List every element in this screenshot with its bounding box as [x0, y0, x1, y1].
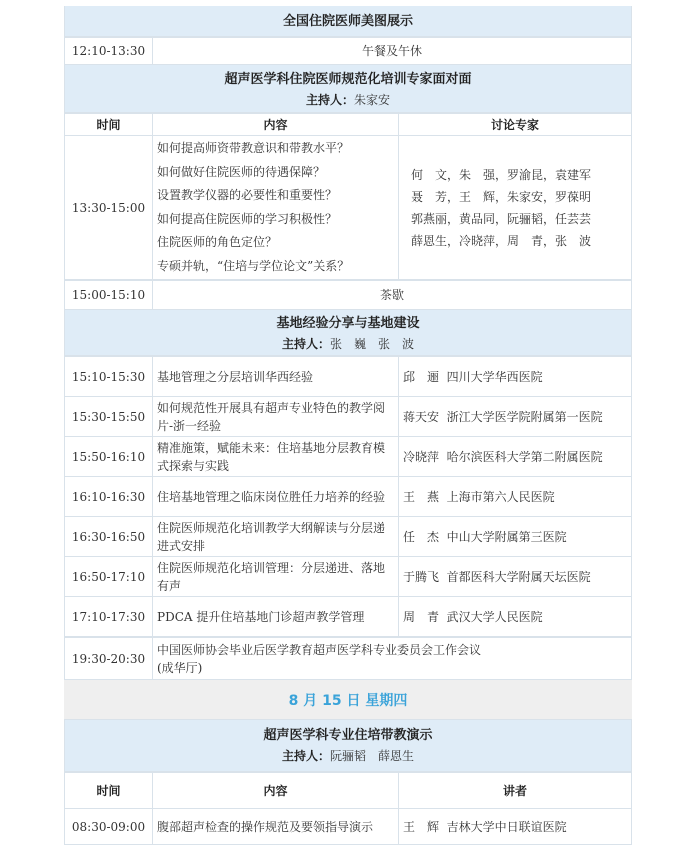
table-row: [65, 397, 632, 437]
expert-line: 郭燕丽，黄品同，阮骊韬，任芸芸: [411, 211, 592, 226]
row-time: 16:50-17:10: [65, 557, 153, 597]
session3-header: [64, 720, 632, 772]
table-row: [65, 477, 632, 517]
column-time: 时间: [65, 114, 153, 136]
top-banner: [64, 6, 632, 37]
topic-item: 设置教学仪器的必要性和重要性？: [157, 188, 338, 202]
speaker-org: 吉林大学中日联谊医院: [446, 819, 567, 834]
column-speaker: 讲者: [399, 773, 632, 809]
speaker-name: 周 青: [403, 609, 440, 624]
row-time: 17:10-17:30: [65, 597, 153, 637]
date-text: 8 月 15 日 星期四: [288, 693, 408, 709]
speaker-org: 武汉大学人民医院: [446, 609, 543, 624]
speaker-name: 蒋天安: [403, 409, 440, 424]
row-time: 15:10-15:30: [65, 357, 153, 397]
expert-line: 何 文，朱 强，罗渝昆，袁建军: [411, 167, 592, 182]
session3-host-names: 阮骊韬 薛恩生: [330, 749, 415, 763]
session1-table: [64, 113, 632, 280]
session1-host: [65, 90, 631, 110]
session2-host: [65, 334, 631, 354]
speaker-org: 四川大学华西医院: [446, 369, 543, 384]
row-topic: 住院医师规范化培训教学大纲解读与分层递进式安排: [153, 517, 399, 557]
row-topic: PDCA 提升住培基地门诊超声教学管理: [153, 597, 399, 637]
schedule: [64, 6, 632, 845]
row-topic: 如何规范性开展具有超声专业特色的教学阅片-浙一经验: [153, 397, 399, 437]
session1-host-label: 主持人：: [305, 93, 354, 107]
row-topic: 基地管理之分层培训华西经验: [153, 357, 399, 397]
row-speaker: [399, 357, 632, 397]
session2-host-names: 张 巍 张 波: [330, 337, 415, 351]
top-banner-text: 全国住院医师美图展示: [282, 14, 413, 29]
speaker-name: 冷晓萍: [403, 449, 440, 464]
column-content: 内容: [153, 773, 399, 809]
row-time: 16:10-16:30: [65, 477, 153, 517]
session2-host-label: 主持人：: [281, 337, 330, 351]
session1-columns: [65, 114, 632, 136]
speaker-org: 中山大学附属第三医院: [446, 529, 567, 544]
meeting-line: 中国医师协会毕业后医学教育超声医学科专业委员会工作会议: [157, 642, 482, 657]
session1-header: [64, 65, 632, 113]
speaker-name: 邱 逦: [403, 369, 440, 384]
tea-time: 15:00-15:10: [65, 281, 153, 310]
row-speaker: [399, 557, 632, 597]
lunch-row: [64, 37, 632, 65]
meeting-time: 19:30-20:30: [65, 638, 153, 680]
tea-text: 茶歇: [153, 281, 632, 310]
session3-columns: [65, 773, 632, 809]
topic-item: 如何提高住院医师的学习积极性？: [157, 211, 338, 226]
speaker-org: 浙江大学医学院附属第一医院: [446, 409, 603, 424]
row-speaker: [399, 437, 632, 477]
row-topic: 住院医师规范化培训管理：分层递进、落地有声: [153, 557, 399, 597]
speaker-name: 王 辉: [403, 819, 440, 834]
table-row: [65, 517, 632, 557]
meeting-location: (成华厅): [157, 660, 203, 675]
table-row: [65, 437, 632, 477]
row-time: 15:30-15:50: [65, 397, 153, 437]
session3-table: [64, 772, 632, 845]
row-speaker: [399, 517, 632, 557]
session1-host-names: 朱家安: [354, 93, 391, 107]
session2-header: [64, 310, 632, 356]
meeting-text: [153, 638, 632, 680]
session2-table: [64, 356, 632, 637]
expert-line: 薛恩生，冷晓萍，周 青，张 波: [411, 233, 592, 248]
speaker-org: 首都医科大学附属天坛医院: [446, 569, 591, 584]
session1-title: 超声医学科住院医师规范化培训专家面对面: [224, 72, 472, 87]
column-experts: 讨论专家: [399, 114, 632, 136]
speaker-name: 任 杰: [403, 529, 440, 544]
column-content: 内容: [153, 114, 399, 136]
row-speaker: [399, 597, 632, 637]
session3-title: 超声医学科专业住培带教演示: [263, 728, 433, 743]
row-time: 15:50-16:10: [65, 437, 153, 477]
lunch-text: 午餐及午休: [153, 38, 632, 65]
table-row: [65, 357, 632, 397]
session1-topics: [153, 136, 399, 280]
table-row: [65, 597, 632, 637]
column-time: 时间: [65, 773, 153, 809]
speaker-name: 于腾飞: [403, 569, 440, 584]
session3-host: [65, 746, 631, 766]
row-topic: 腹部超声检查的操作规范及要领指导演示: [153, 809, 399, 845]
row-time: 16:30-16:50: [65, 517, 153, 557]
speaker-org: 上海市第六人民医院: [446, 489, 555, 504]
topic-item: 如何提高师资带教意识和带教水平？: [157, 141, 350, 155]
topic-item: 专硕并轨，“住培与学位论文”关系？: [157, 258, 350, 273]
session1-time: 13:30-15:00: [65, 136, 153, 280]
speaker-name: 王 燕: [403, 489, 440, 504]
topic-item: 住院医师的角色定位？: [157, 235, 278, 249]
row-speaker: [399, 809, 632, 845]
topic-item: 如何做好住院医师的待遇保障？: [157, 164, 326, 179]
lunch-time: 12:10-13:30: [65, 38, 153, 65]
tea-row: [64, 280, 632, 310]
expert-line: 聂 芳，王 辉，朱家安，罗葆明: [411, 189, 592, 204]
speaker-org: 哈尔滨医科大学第二附属医院: [446, 449, 603, 464]
session2-title: 基地经验分享与基地建设: [276, 316, 420, 331]
session1-row: [65, 136, 632, 280]
session3-host-label: 主持人：: [281, 749, 330, 763]
row-speaker: [399, 477, 632, 517]
row-time: 08:30-09:00: [65, 809, 153, 845]
meeting-row: [64, 637, 632, 680]
row-topic: 住培基地管理之临床岗位胜任力培养的经验: [153, 477, 399, 517]
date-banner: [64, 680, 632, 720]
table-row: [65, 809, 632, 845]
row-topic: 精准施策，赋能未来：住培基地分层教育模式探索与实践: [153, 437, 399, 477]
table-row: [65, 557, 632, 597]
session1-experts: [399, 136, 632, 280]
row-speaker: [399, 397, 632, 437]
